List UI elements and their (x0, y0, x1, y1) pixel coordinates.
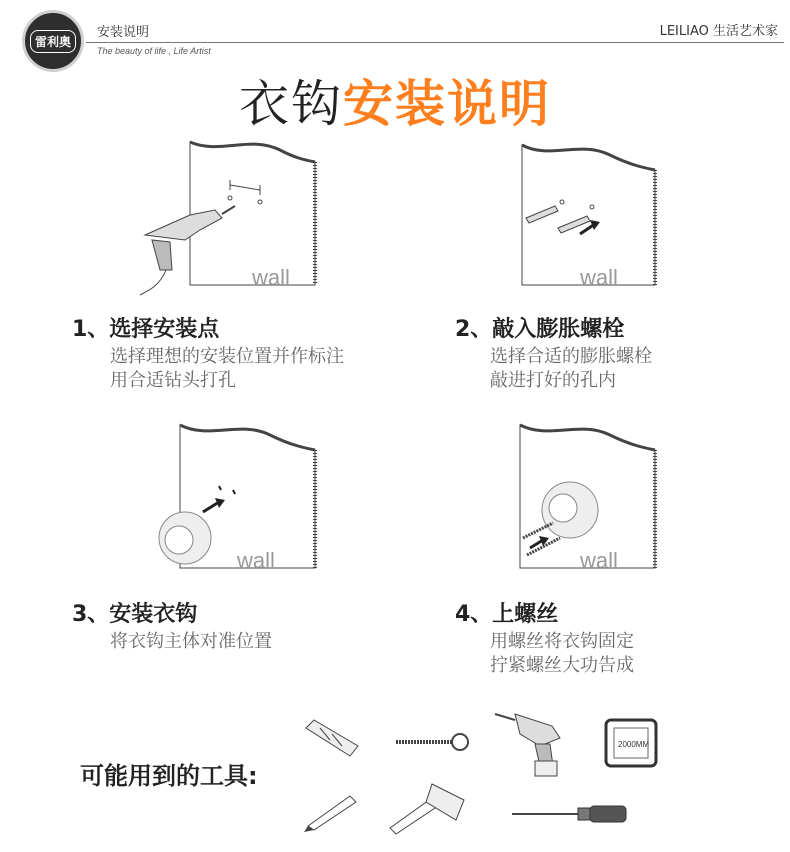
step4-desc-line1: 用螺丝将衣钩固定 (490, 631, 634, 652)
wall-label-2: wall (580, 265, 618, 290)
brand-name: LEILIAO 生活艺术家 (659, 24, 778, 39)
title-part-2: 安装说明 (343, 75, 551, 133)
drill-icon (490, 706, 572, 780)
step3-illustration (145, 420, 325, 575)
step1-title: 1、选择安装点 (72, 317, 220, 342)
step3-title: 3、安装衣钩 (72, 602, 198, 627)
header-title: 安装说明 (97, 25, 150, 40)
wall-label-1: wall (252, 265, 290, 290)
hook-icon (159, 512, 211, 564)
step2-desc-line1: 选择合适的膨胀螺栓 (490, 346, 652, 367)
step4-desc-line2: 拧紧螺丝大功告成 (490, 655, 634, 676)
header-subtitle: The beauty of life , Life Artist (97, 46, 211, 56)
anchor-plug-icon (300, 716, 362, 762)
step1-desc-line1: 选择理想的安装位置并作标注 (110, 346, 344, 367)
tools-label: 可能用到的工具: (80, 762, 258, 790)
hammer-icon (384, 778, 476, 836)
step1-illustration (130, 130, 330, 300)
pencil-icon (300, 786, 364, 832)
screw-icon (392, 728, 474, 754)
brand-logo (22, 10, 84, 72)
page-title (0, 64, 790, 136)
title-part-1: 衣钩 (239, 75, 343, 133)
wall-label-3: wall (237, 548, 275, 573)
tape-measure-icon (600, 714, 662, 772)
wall-label-4: wall (580, 548, 618, 573)
page-header (0, 0, 790, 70)
step1-desc-line2: 用合适钻头打孔 (110, 370, 236, 391)
hook-icon (542, 482, 598, 538)
logo-text: 雷利奥 (30, 30, 76, 53)
tape-measure-label: 2000MM (618, 740, 650, 749)
header-divider (86, 42, 784, 43)
screwdriver-icon (508, 800, 632, 826)
step2-title: 2、敲入膨胀螺栓 (455, 317, 625, 342)
step2-illustration (510, 140, 660, 290)
step4-illustration (505, 420, 665, 575)
step4-title: 4、上螺丝 (455, 602, 559, 627)
step2-desc-line2: 敲进打好的孔内 (490, 370, 616, 391)
step3-desc-line1: 将衣钩主体对准位置 (110, 631, 272, 652)
